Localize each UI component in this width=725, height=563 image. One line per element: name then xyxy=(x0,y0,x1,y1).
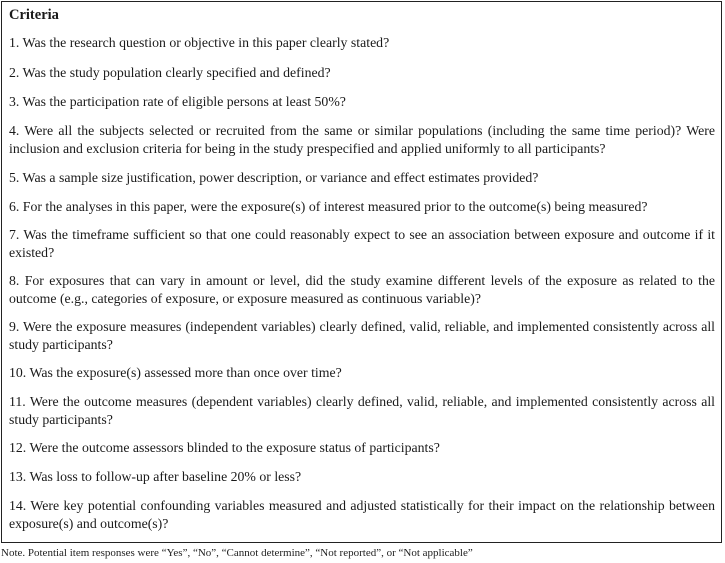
criterion-14: 14. Were key potential confounding variables measured and adjusted statistically for their impact on the relationship between exposure(s) and outcome(s)? xyxy=(9,498,715,531)
criterion-5: 5. Was a sample size justification, power description, or variance and effect estimates provided? xyxy=(9,170,539,185)
criterion-13: 13. Was loss to follow-up after baseline 20% or less? xyxy=(9,469,302,484)
criterion-10: 10. Was the exposure(s) assessed more than once over time? xyxy=(9,365,342,380)
table-header: Criteria xyxy=(9,7,59,23)
criterion-7: 7. Was the timeframe sufficient so that one could reasonably expect to see an association between exposure and outcome if it existed? xyxy=(9,227,715,260)
criterion-11: 11. Were the outcome measures (dependent variables) clearly defined, valid, reliable, and implemented consistently across all study participants? xyxy=(9,394,715,427)
table-note: Note. Potential item responses were “Yes”, “No”, “Cannot determine”, “Not reported”, or “Not applicable” xyxy=(1,547,473,559)
criterion-1: 1. Was the research question or objective in this paper clearly stated? xyxy=(9,35,390,50)
criterion-3: 3. Was the participation rate of eligible persons at least 50%? xyxy=(9,94,346,109)
criterion-4: 4. Were all the subjects selected or recruited from the same or similar populations (including the same time period)? Were inclusion and exclusion criteria for being in the study prespecified and applied uniformly to all participants? xyxy=(9,123,715,156)
criterion-2: 2. Was the study population clearly specified and defined? xyxy=(9,65,331,80)
criterion-6: 6. For the analyses in this paper, were the exposure(s) of interest measured prior to the outcome(s) being measured? xyxy=(9,199,648,214)
criterion-9: 9. Were the exposure measures (independent variables) clearly defined, valid, reliable, and implemented consistently across all study participants? xyxy=(9,319,715,352)
criterion-12: 12. Were the outcome assessors blinded to the exposure status of participants? xyxy=(9,440,440,455)
criterion-8: 8. For exposures that can vary in amount or level, did the study examine different levels of the exposure as related to the outcome (e.g., categories of exposure, or exposure measured as continuous variable)? xyxy=(9,273,715,306)
criteria-table xyxy=(1,1,722,543)
